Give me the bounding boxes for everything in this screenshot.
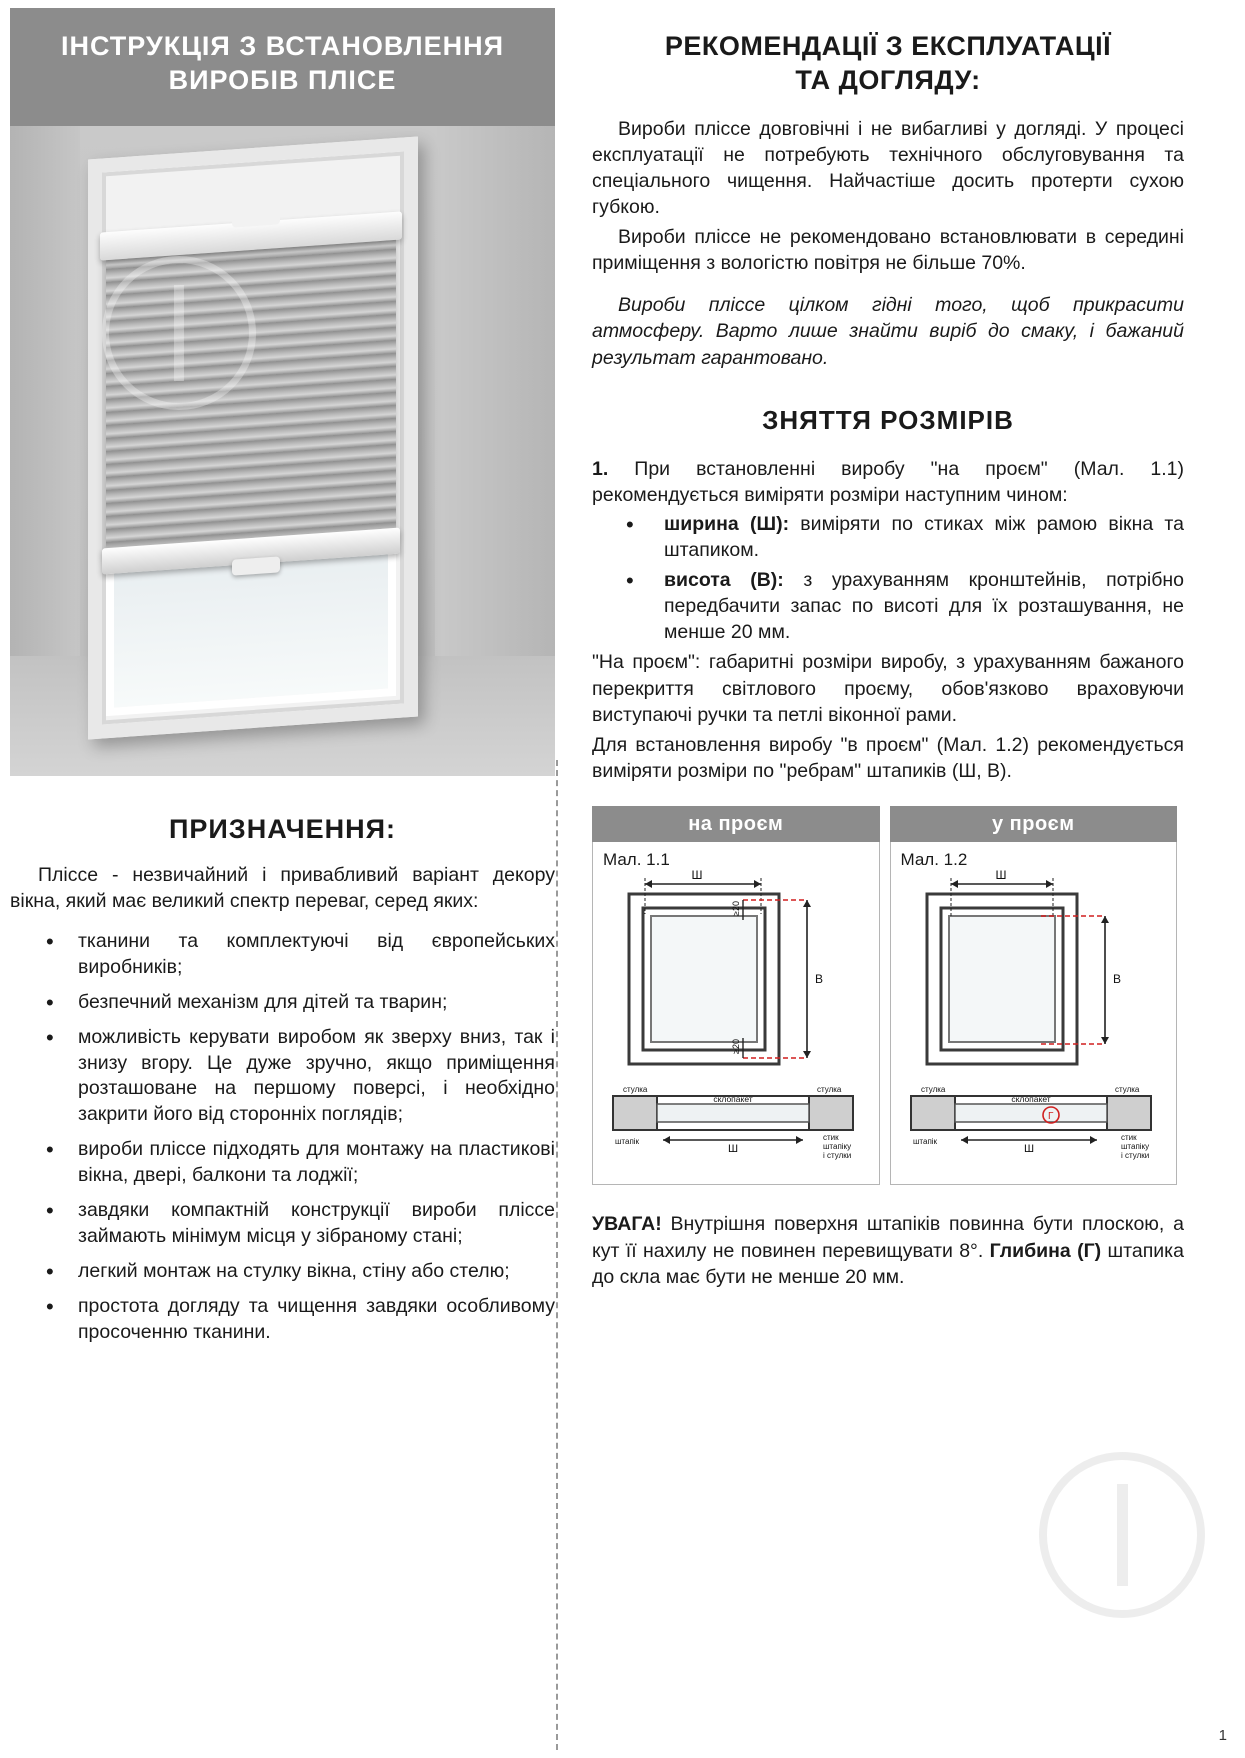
warning-paragraph bbox=[592, 1211, 1184, 1291]
svg-text:Ш: Ш bbox=[691, 868, 703, 883]
svg-text:Ш: Ш bbox=[727, 1143, 739, 1156]
document-title-banner bbox=[10, 8, 555, 126]
recommendations-heading-line-1: РЕКОМЕНДАЦІЇ З ЕКСПЛУАТАЦІЇ bbox=[664, 31, 1112, 61]
warning-depth-label: Глибина (Г) bbox=[989, 1239, 1102, 1262]
column-divider bbox=[556, 760, 558, 1750]
right-column bbox=[592, 30, 1184, 1310]
list-item: • тканини та комплектуючі від європейських виробників; bbox=[36, 929, 555, 981]
svg-text:стик: стик bbox=[1120, 1133, 1137, 1143]
measure-height-label: висота (В): bbox=[664, 568, 784, 591]
svg-text:склопакет: склопакет bbox=[1010, 1094, 1051, 1105]
recommendations-paragraph-1: Вироби пліссе довговічні і не вибагливі у догляді. У процесі експлуатації не потребують технічного обслуговування та спеціального чищення. Найчастіше досить протерти сухою губкою. bbox=[592, 117, 1184, 218]
list-item: • завдяки компактній конструкції вироби пліссе займають мінімум місця у зібраному стані; bbox=[36, 1198, 555, 1250]
svg-text:і стулки: і стулки bbox=[1120, 1151, 1149, 1161]
svg-text:Г: Г bbox=[1047, 1111, 1053, 1123]
list-item: • легкий монтаж на стулку вікна, стіну або стелю; bbox=[36, 1259, 555, 1285]
figure-body-in-opening bbox=[890, 842, 1178, 1185]
measurements-item-1-number: 1. bbox=[592, 457, 609, 480]
product-photo bbox=[10, 126, 555, 776]
measure-height-text: з урахуванням кронштейнів, потрібно передбачити запас по висоті для їх розташування, не менше 20 мм. bbox=[664, 568, 1184, 643]
list-item: • вироби пліссе підходять для монтажу на пластикові вікна, двері, балкони та лоджії; bbox=[36, 1137, 555, 1189]
svg-text:В: В bbox=[815, 972, 824, 987]
svg-text:стулка: стулка bbox=[623, 1085, 648, 1095]
svg-text:≥20: ≥20 bbox=[731, 901, 741, 917]
list-item bbox=[592, 568, 1184, 646]
purpose-heading: ПРИЗНАЧЕННЯ: bbox=[168, 814, 397, 844]
watermark-icon bbox=[102, 256, 256, 410]
photo-bottom-handle bbox=[232, 556, 280, 575]
warning-text-1: Внутрішня поверхня штапіків повинна бути плоскою, а кут її нахилу не повинен перевищувати 8°. bbox=[592, 1213, 1184, 1262]
list-item: • можливість керувати виробом як зверху вниз, так і знизу вгору. Це дуже зручно, якщо приміщення розташоване на першому поверсі, і необхідно закрити його від сторонніх поглядів; bbox=[36, 1025, 555, 1129]
recommendations-paragraph-3: Вироби пліссе цілком гідні того, щоб прикрасити атмосферу. Варто лише знайти виріб до смаку, і бажаний результат гарантовано. bbox=[592, 294, 1184, 369]
warning-label: УВАГА! bbox=[592, 1213, 662, 1236]
measure-width-text: виміряти по стиках між рамою вікна та штапиком. bbox=[664, 512, 1184, 561]
figure-header-on-opening: на проєм bbox=[592, 806, 880, 842]
warning-text-2: штапика до скла має бути не менше 20 мм. bbox=[592, 1239, 1184, 1289]
figure-body-on-opening bbox=[592, 842, 880, 1185]
svg-text:штапік: штапік bbox=[615, 1137, 640, 1147]
title-line-1: ІНСТРУКЦІЯ З ВСТАНОВЛЕННЯ bbox=[60, 31, 505, 61]
measurements-list bbox=[592, 512, 1184, 646]
svg-text:стик: стик bbox=[823, 1133, 839, 1143]
measurements-paragraph-2: "На проєм": габаритні розміри виробу, з урахуванням бажаного перекриття світлового проєму, обов'язково враховуючи виступаючі ручки та петлі віконної рами. bbox=[592, 651, 1184, 726]
measure-width-label: ширина (Ш): bbox=[664, 512, 790, 535]
svg-text:штапіку: штапіку bbox=[823, 1142, 852, 1152]
svg-text:Ш: Ш bbox=[995, 868, 1006, 883]
figure-cell-on-opening bbox=[592, 806, 880, 1185]
figure-cell-in-opening bbox=[890, 806, 1178, 1185]
svg-text:штапік: штапік bbox=[912, 1137, 937, 1147]
figure-diagram-in-opening bbox=[891, 868, 1179, 1180]
svg-text:В: В bbox=[1112, 972, 1121, 987]
figure-header-in-opening: у проєм bbox=[890, 806, 1178, 842]
list-item: • простота догляду та чищення завдяки особливому просоченню тканини. bbox=[36, 1294, 555, 1346]
list-item bbox=[592, 512, 1184, 564]
left-column bbox=[10, 8, 555, 1748]
purpose-intro-text: Пліссе - незвичайний і привабливий варіант декору вікна, який має великий спектр переваг, серед яких: bbox=[10, 864, 555, 912]
svg-text:склопакет: склопакет bbox=[713, 1094, 753, 1105]
recommendations-paragraph-2: Вироби пліссе не рекомендовано встановлювати в середині приміщення з вологістю повітря не більше 70%. bbox=[592, 226, 1184, 275]
recommendations-heading bbox=[592, 30, 1184, 98]
svg-text:Ш: Ш bbox=[1023, 1143, 1034, 1156]
figure-diagram-on-opening bbox=[593, 868, 881, 1180]
purpose-list bbox=[10, 929, 555, 1346]
svg-text:≥20: ≥20 bbox=[731, 1039, 741, 1055]
measurements-item-1 bbox=[592, 456, 1184, 508]
svg-text:штапіку: штапіку bbox=[1120, 1142, 1149, 1152]
title-line-2: ВИРОБІВ ПЛІСЕ bbox=[168, 64, 397, 95]
figures-table bbox=[592, 806, 1177, 1185]
svg-text:стулка: стулка bbox=[1114, 1085, 1139, 1095]
list-item: • безпечний механізм для дітей та тварин; bbox=[36, 990, 555, 1016]
recommendations-heading-line-2: ТА ДОГЛЯДУ: bbox=[795, 64, 981, 95]
svg-text:і стулки: і стулки bbox=[823, 1151, 852, 1161]
measurements-paragraph-3: Для встановлення виробу "в проєм" (Мал. 1.2) рекомендується виміряти розміри по "ребрам" штапиків (Ш, В). bbox=[592, 733, 1184, 782]
svg-text:стулка: стулка bbox=[920, 1085, 945, 1095]
figure-caption-2: Мал. 1.2 bbox=[900, 850, 968, 870]
measurements-heading: ЗНЯТТЯ РОЗМІРІВ bbox=[762, 404, 1014, 435]
figure-caption-1: Мал. 1.1 bbox=[603, 850, 670, 870]
page-watermark-icon bbox=[1039, 1452, 1205, 1618]
page-number: 1 bbox=[1218, 1727, 1227, 1744]
measurements-item-1-text: При встановленні виробу "на проєм" (Мал. 1.1) рекомендується виміряти розміри наступним чином: bbox=[592, 457, 1184, 506]
svg-text:стулка: стулка bbox=[817, 1085, 842, 1095]
